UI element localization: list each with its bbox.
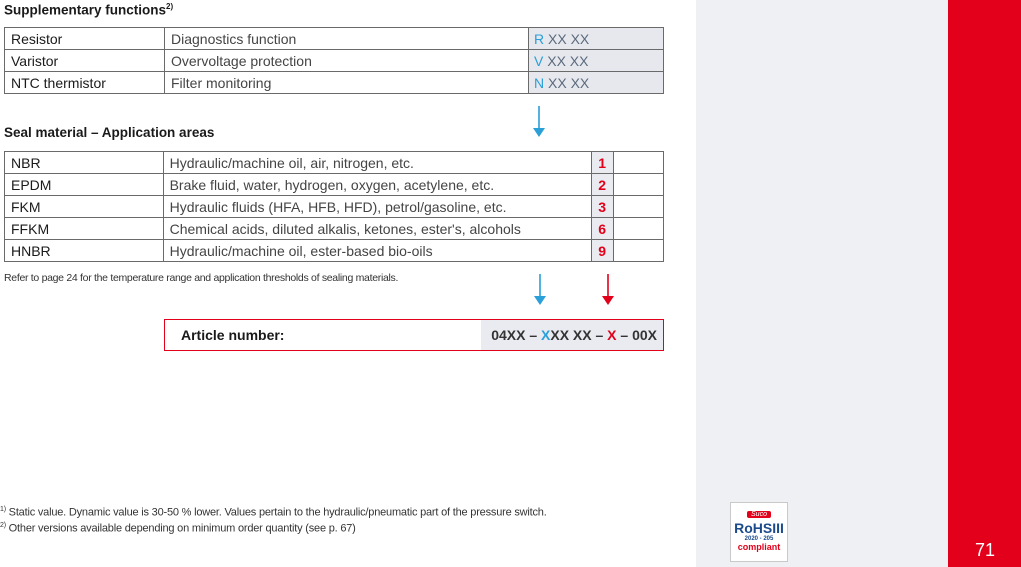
rohs-compliance-badge [730,502,788,562]
supplementary-heading [4,2,173,18]
row-desc: Hydraulic/machine oil, air, nitrogen, etc. [163,152,591,174]
article-part1: 04XX – [491,327,542,343]
article-part-blue: X [541,327,551,343]
code-rest: XX XX [543,52,589,69]
row-name: EPDM [5,174,164,196]
blue-arrow-down-icon [533,274,547,306]
supplementary-table [4,27,664,94]
row-name: Resistor [5,28,165,50]
table-row [5,196,664,218]
row-code: 9 [591,240,613,262]
rohs-compliant-text: compliant [737,542,781,552]
row-code: 1 [591,152,613,174]
rohs-brand-logo: Suco [747,511,771,518]
row-desc: Brake fluid, water, hydrogen, oxygen, acetylene, etc. [163,174,591,196]
red-arrow-down-icon [601,274,615,306]
code-key: V [534,52,544,69]
code-key: N [534,74,545,91]
supplementary-title-sup: 2) [166,2,174,11]
row-desc: Hydraulic fluids (HFA, HFB, HFD), petrol/gasoline, etc. [163,196,591,218]
seal-heading: Seal material – Application areas [4,125,215,140]
row-code [529,72,664,94]
row-code: 6 [591,218,613,240]
row-code [529,50,664,72]
row-desc: Chemical acids, diluted alkalis, ketones, ester's, alcohols [163,218,591,240]
article-number-box [164,319,664,351]
row-name: Varistor [5,50,165,72]
footnote-1-sup: 1) [0,506,6,513]
blue-arrow-down-icon [532,106,546,138]
table-row [5,174,664,196]
supplementary-title: Supplementary functions [4,2,167,18]
footnote-2-sup: 2) [0,522,6,529]
row-desc: Diagnostics function [165,28,529,50]
table-row [5,152,664,174]
article-label: Article number: [181,327,285,343]
row-tail [613,196,663,218]
table-row [5,218,664,240]
row-tail [613,218,663,240]
footnote-1 [0,506,547,519]
rohs-main-text: RoHSIII [734,520,784,536]
row-desc: Hydraulic/machine oil, ester-based bio-oils [163,240,591,262]
footnote-1-text: Static value. Dynamic value is 30-50 % lower. Values pertain to the hydraulic/pneumatic part of the pressure switch. [5,506,547,519]
row-tail [613,174,663,196]
table-row [5,240,664,262]
red-edge-band [948,0,1021,567]
code-rest: XX XX [544,74,590,91]
page-number: 71 [974,540,995,560]
row-desc: Overvoltage protection [165,50,529,72]
right-sidebar-panel [696,0,948,567]
row-tail [613,152,663,174]
table-row [5,50,664,72]
rohs-years: 2020 - 205 [744,536,774,542]
row-name: NTC thermistor [5,72,165,94]
row-code: 2 [591,174,613,196]
article-number-value [481,320,663,350]
article-part2: XX XX – [550,327,608,343]
footnote-2 [0,522,356,535]
row-desc: Filter monitoring [165,72,529,94]
article-part-red: X [607,327,617,343]
article-part3: – 00X [616,327,657,343]
row-tail [613,240,663,262]
seal-table [4,151,664,262]
table-row [5,28,664,50]
seal-note: Refer to page 24 for the temperature range and application thresholds of sealing materials. [4,272,399,284]
code-rest: XX XX [544,30,590,47]
row-name: FKM [5,196,164,218]
row-name: NBR [5,152,164,174]
row-name: FFKM [5,218,164,240]
footnote-2-text: Other versions available depending on minimum order quantity (see p. 67) [5,522,356,535]
table-row [5,72,664,94]
row-code: 3 [591,196,613,218]
code-key: R [534,30,545,47]
row-name: HNBR [5,240,164,262]
row-code [529,28,664,50]
